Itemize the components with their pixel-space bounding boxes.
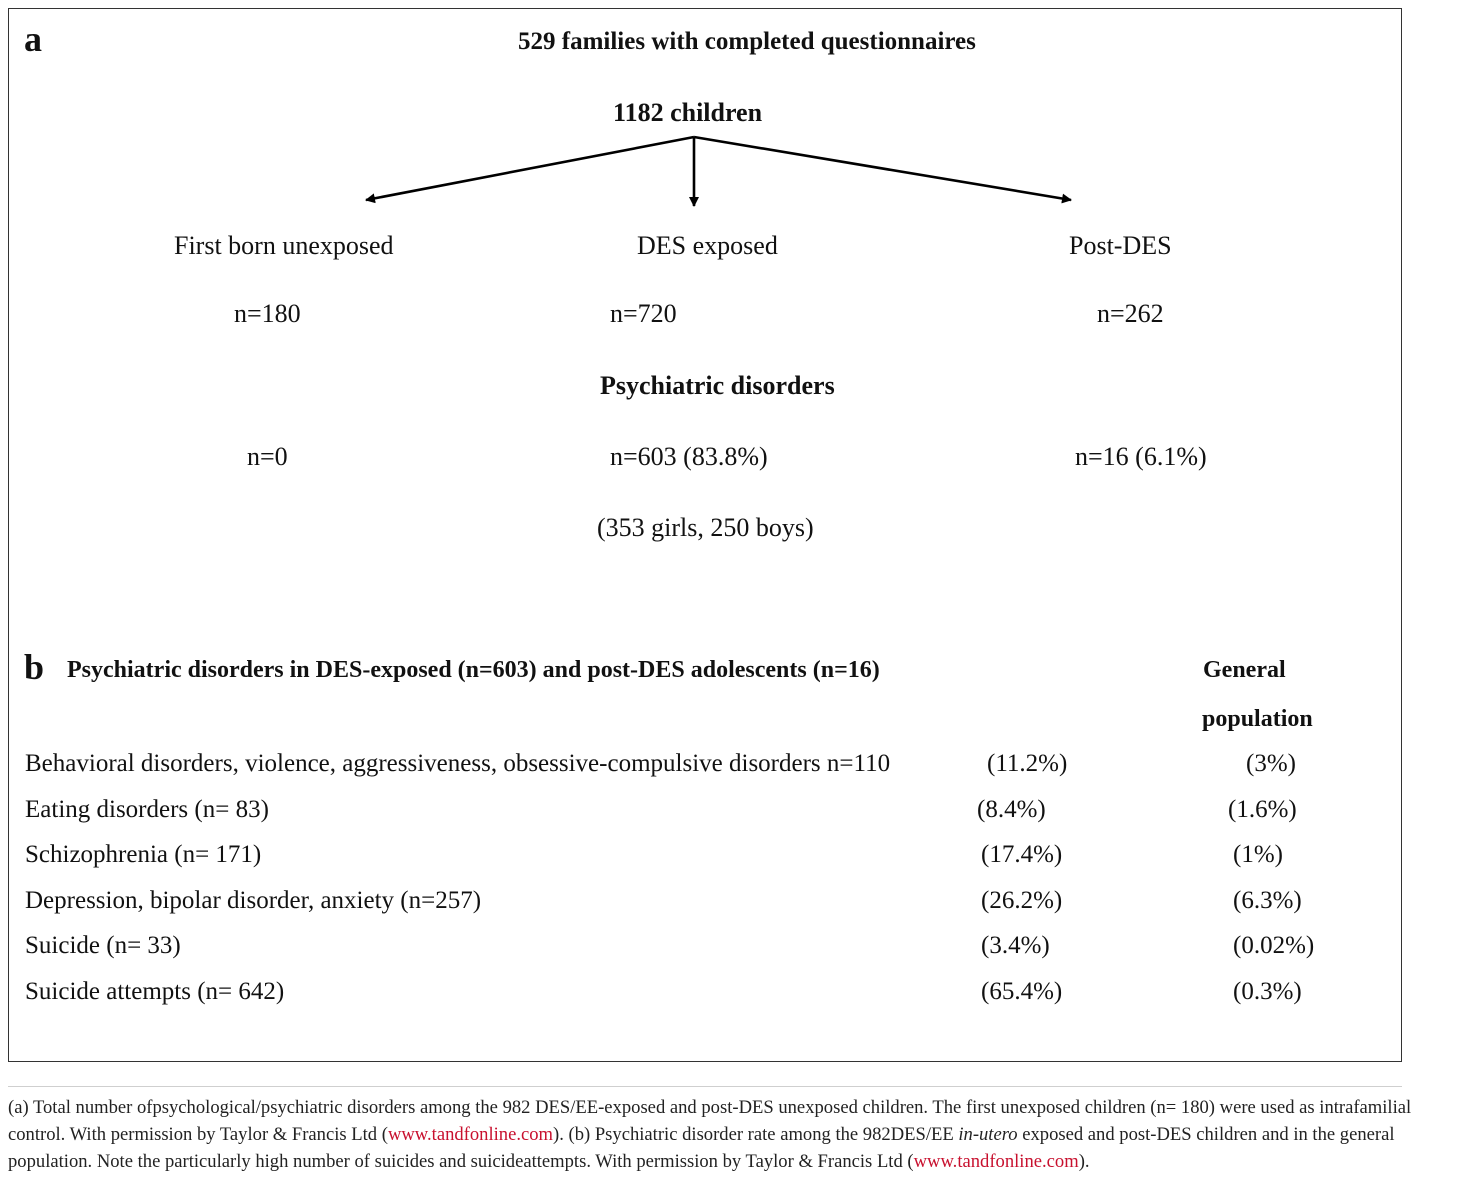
row-pct-behavioral: (11.2%) [987,750,1068,777]
row-label-schizophrenia: Schizophrenia (n= 171) [25,841,262,868]
row-general-behavioral: (3%) [1246,750,1296,777]
row-label-depression: Depression, bipolar disorder, anxiety (n=257) [25,887,482,914]
row-pct-schizophrenia: (17.4%) [981,841,1063,868]
panel-b-letter: b [24,647,45,687]
row-label-suicide-attempts: Suicide attempts (n= 642) [25,978,285,1005]
caption-part2: ). (b) Psychiatric disorder rate among the 982DES/EE [553,1124,959,1145]
group-n-des-exposed: n=720 [610,299,677,328]
disorders-first-born: n=0 [247,442,288,471]
row-pct-eating: (8.4%) [977,796,1046,823]
group-label-first-born: First born unexposed [174,231,394,260]
row-pct-suicide: (3.4%) [981,932,1050,959]
caption-part3: exposed and post-DES children and in the general population. Note the particularly high number of suicides and suicideattempts. With permission by Taylor & Francis Ltd ( [8,1124,1395,1172]
row-label-behavioral: Behavioral disorders, violence, aggressiveness, obsessive-compulsive disorders n=110 [25,750,891,777]
panel-a-letter: a [24,19,42,59]
row-label-suicide: Suicide (n= 33) [25,932,181,959]
row-label-eating: Eating disorders (n= 83) [25,796,269,823]
group-label-post-des: Post-DES [1069,231,1172,260]
row-general-schizophrenia: (1%) [1233,841,1283,868]
caption-part1: (a) Total number ofpsychological/psychiatric disorders among the 982 DES/EE-exposed and post-DES unexposed children. The first unexposed children (n= 180) were used as intrafamilial control. With permission by Taylor & Francis Ltd ( [8,1097,1412,1145]
group-label-des-exposed: DES exposed [637,231,778,260]
root-node-children: 1182 children [613,98,763,127]
row-general-suicide-attempts: (0.3%) [1233,978,1302,1005]
group-n-post-des: n=262 [1097,299,1164,328]
disorders-post-des: n=16 (6.1%) [1075,442,1207,471]
row-general-suicide: (0.02%) [1233,932,1315,959]
general-population-header-line2: population [1202,706,1313,732]
panel-a-title: 529 families with completed questionnaires [518,28,976,55]
caption-divider [8,1086,1402,1087]
disorders-des-exposed-detail: (353 girls, 250 boys) [597,513,814,542]
psychiatric-disorders-heading: Psychiatric disorders [600,371,835,400]
row-general-depression: (6.3%) [1233,887,1302,914]
row-general-eating: (1.6%) [1228,796,1297,823]
disorders-des-exposed: n=603 (83.8%) [610,442,768,471]
general-population-header-line1: General [1203,657,1286,683]
row-pct-suicide-attempts: (65.4%) [981,978,1063,1005]
arrow-to-post-des [694,137,1071,200]
caption-italic-in-utero: in-utero [958,1124,1018,1145]
row-pct-depression: (26.2%) [981,887,1063,914]
figure-caption [8,1094,1454,1175]
caption-part4: ). [1078,1151,1090,1172]
caption-link-tandfonline-1[interactable]: www.tandfonline.com [387,1124,554,1145]
group-n-first-born: n=180 [234,299,301,328]
caption-link-tandfonline-2[interactable]: www.tandfonline.com [913,1151,1079,1172]
panel-b-title: Psychiatric disorders in DES-exposed (n=603) and post-DES adolescents (n=16) [67,657,880,683]
arrow-to-first-born [366,137,694,200]
